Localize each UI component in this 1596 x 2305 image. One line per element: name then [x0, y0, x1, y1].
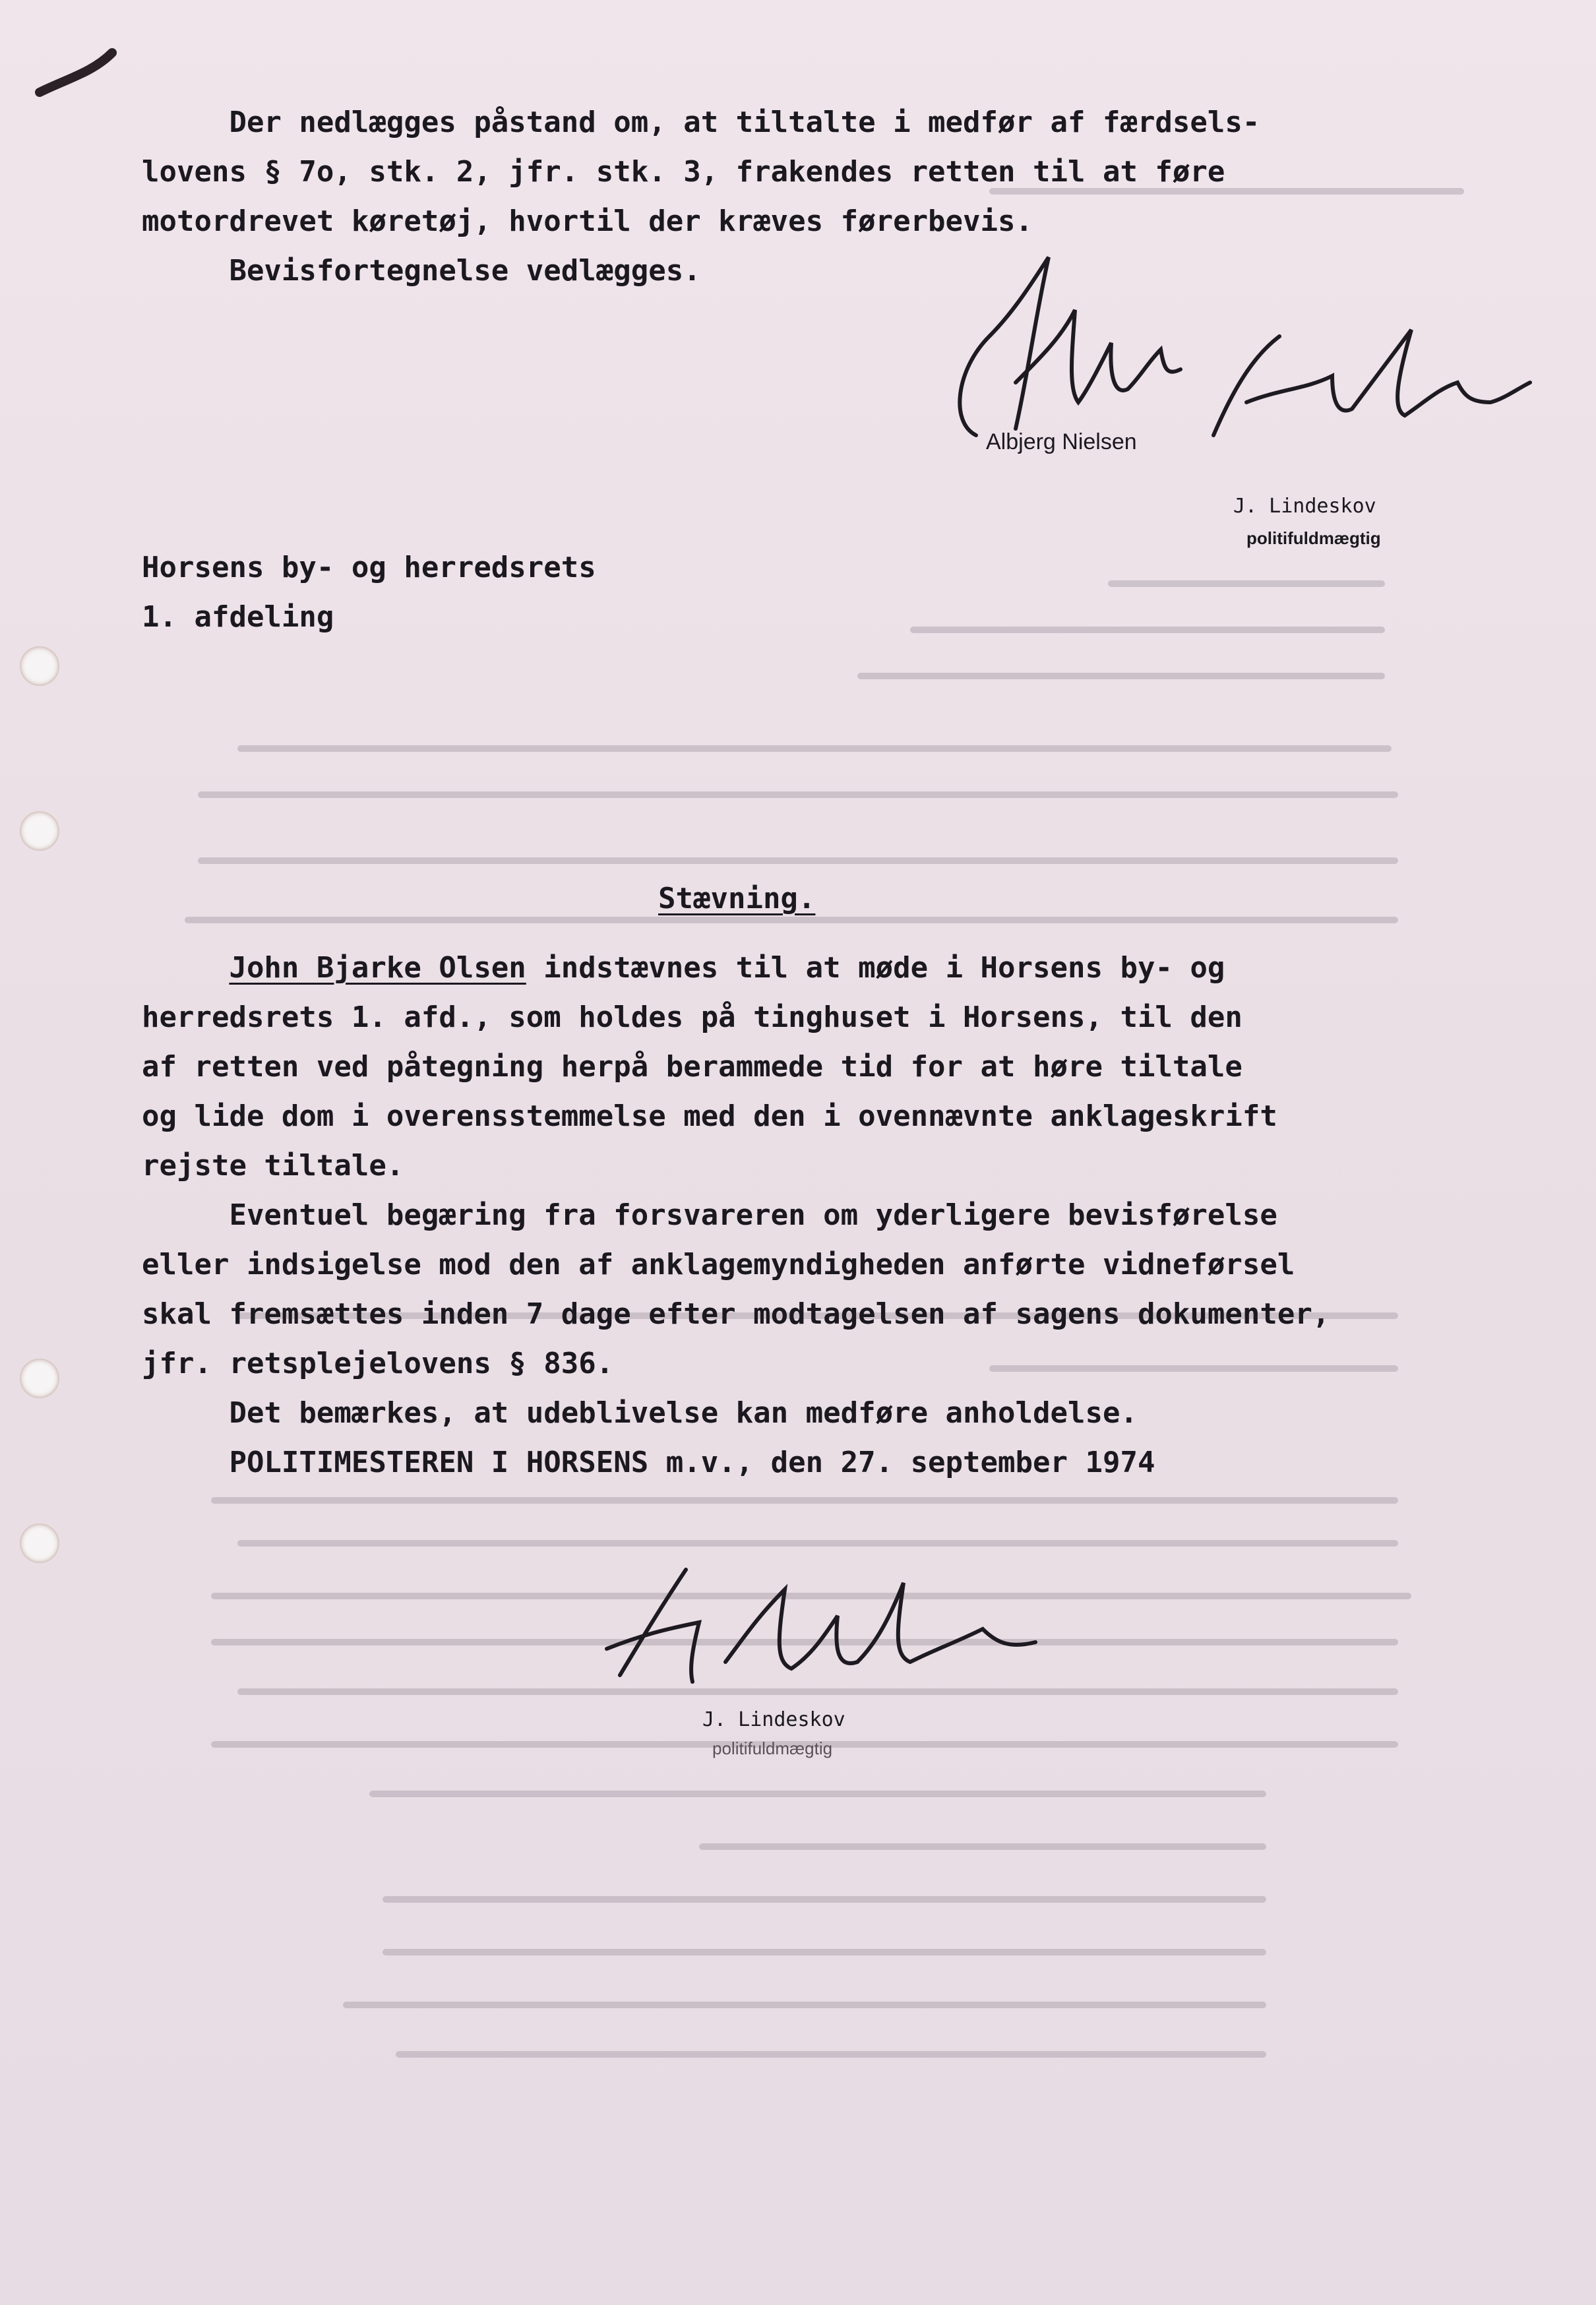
issuer-and-date: POLITIMESTEREN I HORSENS m.v., den 27. september 1974	[142, 1446, 1155, 1479]
summons-line-2: herredsrets 1. afd., som holdes på tinghuset i Horsens, til den	[142, 1000, 1243, 1034]
claim-line-2: lovens § 7o, stk. 2, jfr. stk. 3, frakendes retten til at føre	[142, 155, 1225, 189]
claim-line-1: Der nedlægges påstand om, at tiltalte i medfør af færdsels-	[142, 106, 1260, 139]
defense-request-line-1: Eventuel begæring fra forsvareren om yderligere bevisførelse	[142, 1198, 1277, 1232]
signatory-name-2: J. Lindeskov	[1233, 495, 1376, 518]
defendant-name: John Bjarke Olsen	[229, 951, 526, 985]
defense-request-line-3: skal fremsættes inden 7 dage efter modtagelsen af sagens dokumenter,	[142, 1297, 1330, 1331]
absence-warning: Det bemærkes, at udeblivelse kan medføre anholdelse.	[142, 1396, 1138, 1430]
handwritten-signature-bottom	[594, 1543, 1055, 1702]
claim-line-3: motordrevet køretøj, hvortil der kræves førerbevis.	[142, 204, 1033, 238]
punch-hole	[20, 811, 59, 851]
signatory-name-1: Albjerg Nielsen	[986, 429, 1137, 454]
summons-line-1-rest: indstævnes til at møde i Horsens by- og	[526, 951, 1225, 985]
defense-request-line-4: jfr. retsplejelovens § 836.	[142, 1347, 614, 1380]
court-division: 1. afdeling	[142, 600, 334, 634]
document-heading: Stævning.	[658, 882, 816, 915]
signatory-title-2: politifuldmægtig	[712, 1738, 833, 1758]
punch-hole	[20, 1359, 59, 1398]
staple-mark	[26, 33, 132, 119]
summons-line-5: rejste tiltale.	[142, 1149, 404, 1183]
signatory-name-3: J. Lindeskov	[702, 1708, 845, 1731]
court-name: Horsens by- og herredsrets	[142, 551, 596, 584]
signatory-title-1: politifuldmægtig	[1246, 528, 1381, 548]
punch-hole	[20, 646, 59, 686]
evidence-list-note: Bevisfortegnelse vedlægges.	[142, 254, 701, 288]
summons-line-4: og lide dom i overensstemmelse med den i ovennævnte anklageskrift	[142, 1099, 1277, 1133]
defense-request-line-2: eller indsigelse mod den af anklagemyndigheden anførte vidneførsel	[142, 1248, 1295, 1281]
punch-hole	[20, 1523, 59, 1563]
summons-line-1	[142, 943, 1225, 993]
summons-line-3: af retten ved påtegning herpå berammede tid for at høre tiltale	[142, 1050, 1243, 1084]
